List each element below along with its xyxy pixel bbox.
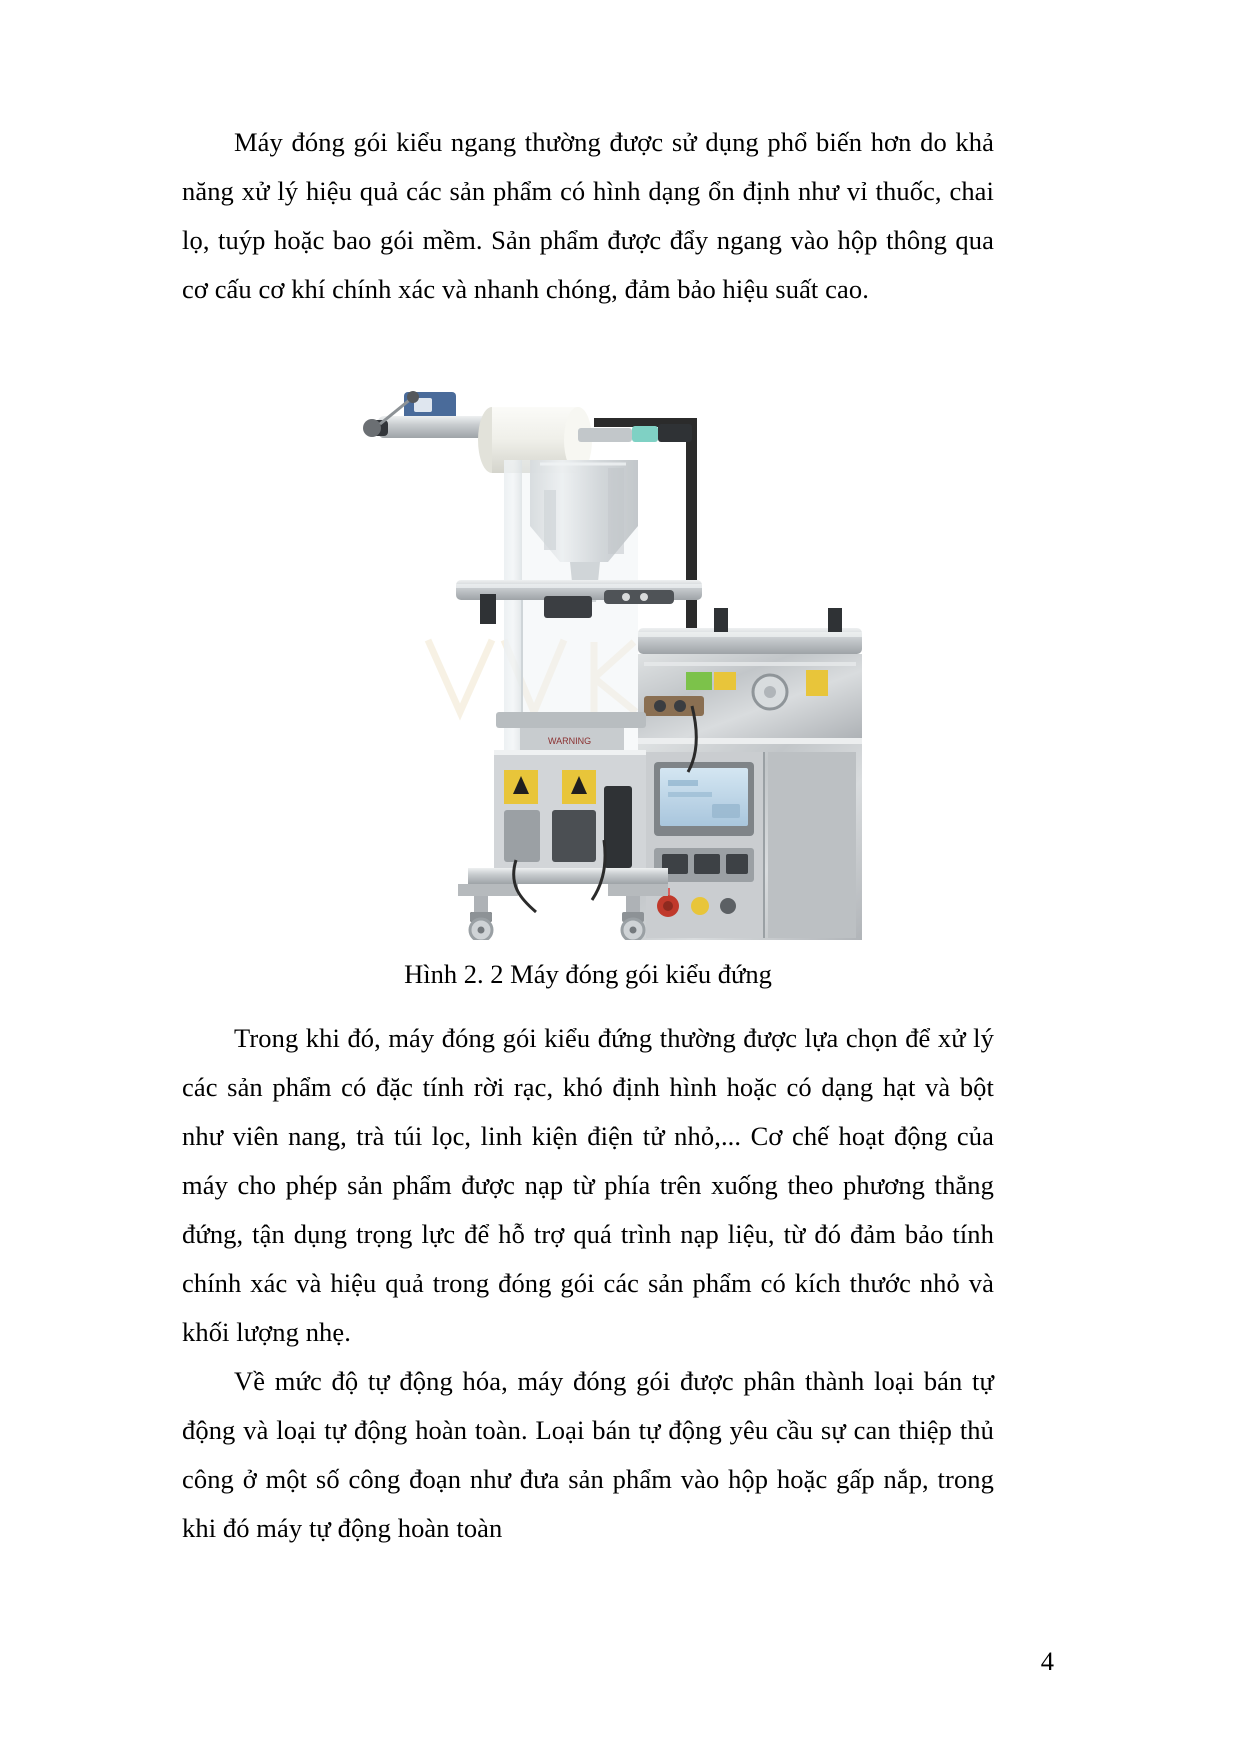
page-content: [182, 118, 994, 1553]
caption-spacer: [182, 994, 994, 1014]
paragraph-horizontal-machine: Máy đóng gói kiểu ngang thường được sử dụng phổ biến hơn do khả năng xử lý hiệu quả các sản phẩm có hình dạng ổn định như vỉ thuốc, chai lọ, tuýp hoặc bao gói mềm. Sản phẩm được đẩy ngang vào hộp thông qua cơ cấu cơ khí chính xác và nhanh chóng, đảm bảo hiệu suất cao.: [182, 127, 994, 304]
paragraph-vertical-machine: Trong khi đó, máy đóng gói kiểu đứng thường được lựa chọn để xử lý các sản phẩm có đặc tính rời rạc, khó định hình hoặc có dạng hạt và bột như viên nang, trà túi lọc, linh kiện điện tử nhỏ,... Cơ chế hoạt động của máy cho phép sản phẩm được nạp từ phía trên xuống theo phương thẳng đứng, tận dụng trọng lực để hỗ trợ quá trình nạp liệu, từ đó đảm bảo tính chính xác và hiệu quả trong đóng gói các sản phẩm có kích thước nhỏ và khối lượng nhẹ.: [182, 1023, 994, 1347]
svg-text:WARNING: WARNING: [548, 736, 592, 746]
figure-vertical-packaging-machine: [182, 340, 994, 994]
machine-cabinet: [638, 738, 862, 940]
packaging-machine-photo: [308, 340, 868, 940]
figure-caption: Hình 2. 2 Máy đóng gói kiểu đứng: [404, 959, 772, 989]
paragraph-automation-level: Về mức độ tự động hóa, máy đóng gói được phân thành loại bán tự động và loại tự động hoàn toàn. Loại bán tự động yêu cầu sự can thiệp thủ công ở một số công đoạn như đưa sản phẩm vào hộp hoặc gấp nắp, trong khi đó máy tự động hoàn toàn: [182, 1366, 994, 1543]
page-number: 4: [1040, 1646, 1054, 1676]
